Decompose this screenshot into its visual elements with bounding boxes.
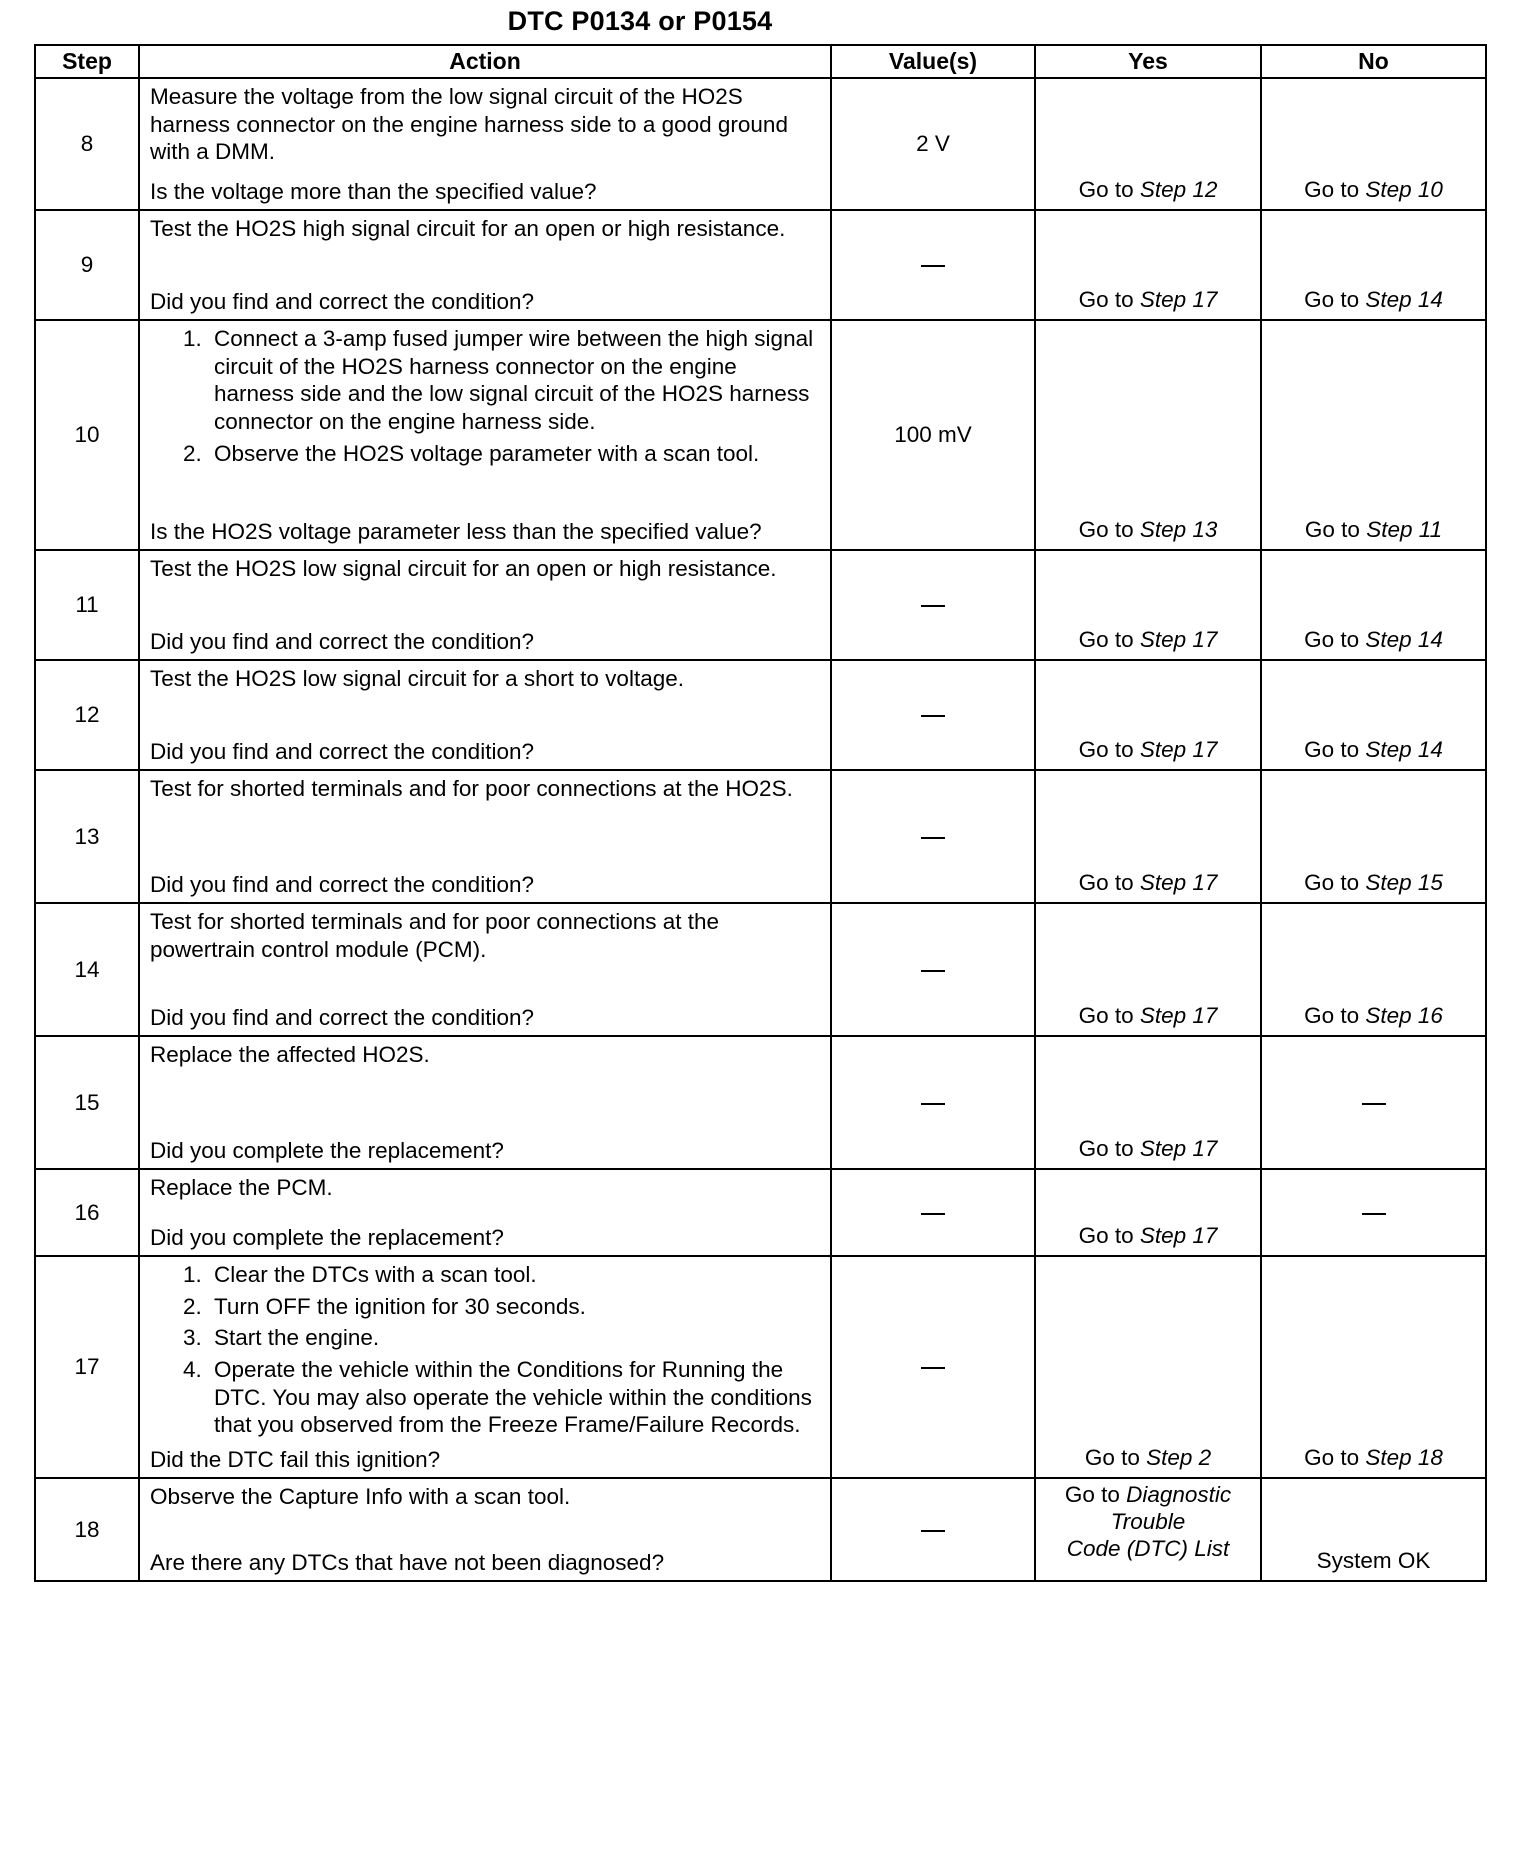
yes-cell [1035,903,1261,1036]
instruction-item: 2. Turn OFF the ignition for 30 seconds. [208,1293,820,1321]
value-text-dash [921,1530,945,1532]
step-number: 11 [35,550,139,660]
goto-target: Step 14 [1365,627,1443,653]
value-cell [831,210,1035,320]
action-question: Did the DTC fail this ignition? [150,1447,441,1473]
goto-target: Step 17 [1139,1003,1218,1029]
instruction-text: Test for shorted terminals and for poor connections at the HO2S. [150,776,793,801]
action-content [140,211,830,319]
action-cell [139,660,831,770]
goto-target: Step 10 [1365,177,1443,203]
goto-text: Go to [1304,1445,1360,1471]
table-row [35,1169,1486,1256]
action-instructions [150,1174,820,1202]
no-cell [1261,1478,1486,1581]
goto-target: Step 14 [1365,737,1443,763]
action-cell [139,1478,831,1581]
value-text-dash [921,605,945,607]
no-text-dash [1362,1103,1386,1105]
yes-cell [1035,1036,1261,1169]
no-action [1304,1003,1443,1028]
action-question: Did you find and correct the condition? [150,629,534,655]
instruction-text: Test the HO2S low signal circuit for a short to voltage. [150,666,684,691]
action-cell [139,1256,831,1478]
instruction-item: 3. Start the engine. [208,1324,820,1352]
goto-target: Trouble [1110,1509,1186,1534]
table-row [35,770,1486,903]
instruction-text: Measure the voltage from the low signal circuit of the HO2S harness connector on the engine harness side to a good ground with a DMM. [150,84,788,165]
action-instructions [150,1041,820,1069]
action-question: Did you complete the replacement? [150,1138,504,1164]
goto-text: Go to [1304,517,1360,543]
step-number: 9 [35,210,139,320]
goto-target: Diagnostic [1126,1482,1232,1507]
table-row [35,550,1486,660]
action-cell [139,210,831,320]
yes-cell [1035,1169,1261,1256]
goto-target: Step 11 [1366,517,1443,543]
header-row [35,45,1486,78]
value-cell [831,903,1035,1036]
action-content [140,321,830,549]
goto-text: Go to [1064,1482,1120,1507]
value-cell [831,1036,1035,1169]
instruction-text: Test the HO2S low signal circuit for an open or high resistance. [150,556,777,581]
action-cell [139,1036,831,1169]
header-no: No [1261,45,1486,78]
header-values: Value(s) [831,45,1035,78]
table-row [35,1478,1486,1581]
table-row [35,660,1486,770]
action-instructions [150,1261,820,1443]
goto-text: Go to [1078,287,1134,313]
instruction-text: Replace the affected HO2S. [150,1042,430,1067]
yes-action [1079,1223,1218,1248]
goto-target: Step 17 [1139,1223,1218,1249]
goto-text: Go to [1078,737,1134,763]
yes-line [1037,1535,1259,1562]
no-action [1304,737,1443,762]
yes-action [1085,1445,1211,1470]
action-question: Did you find and correct the condition? [150,289,534,315]
goto-target: Step 17 [1139,870,1218,896]
no-action [1304,1445,1443,1470]
action-content [140,79,830,209]
action-question: Did you find and correct the condition? [150,739,534,765]
action-content [140,1170,830,1255]
yes-cell [1035,770,1261,903]
value-text-dash [921,715,945,717]
action-question: Did you complete the replacement? [150,1225,504,1251]
yes-cell [1035,1256,1261,1478]
no-cell [1261,1256,1486,1478]
goto-target: Step 13 [1139,517,1218,543]
no-action [1304,870,1443,895]
yes-cell [1035,210,1261,320]
step-number: 13 [35,770,139,903]
table-row [35,903,1486,1036]
action-instructions [150,215,820,243]
instruction-item: 2. Observe the HO2S voltage parameter with a scan tool. [208,440,820,468]
goto-text: Go to [1304,1003,1360,1029]
goto-text: Go to [1078,1003,1134,1029]
goto-target: Step 17 [1139,627,1218,653]
step-number: 12 [35,660,139,770]
table-body [35,78,1486,1581]
goto-text: Go to [1078,177,1134,203]
action-content [140,1257,830,1477]
value-cell [831,660,1035,770]
value-cell [831,1478,1035,1581]
no-text-dash [1362,1213,1386,1215]
value-text-dash [921,1103,945,1105]
action-instructions [150,325,820,471]
yes-action [1079,1136,1218,1161]
instruction-item: 4. Operate the vehicle within the Conditions for Running the DTC. You may also operate the vehicle within the conditions that you observed from the Freeze Frame/Failure Records. [208,1356,820,1439]
goto-target: Code (DTC) List [1066,1536,1230,1561]
action-content [140,904,830,1035]
action-cell [139,78,831,210]
action-question: Is the HO2S voltage parameter less than the specified value? [150,519,762,545]
yes-action [1079,177,1218,202]
yes-cell [1035,78,1261,210]
no-cell [1261,320,1486,550]
table-row [35,78,1486,210]
action-instructions [150,775,820,803]
goto-target: Step 12 [1139,177,1218,203]
action-cell [139,770,831,903]
value-text-dash [921,1213,945,1215]
value-cell [831,1256,1035,1478]
goto-text: Go to [1304,287,1360,313]
header-yes: Yes [1035,45,1261,78]
no-action [1304,287,1443,312]
action-cell [139,1169,831,1256]
action-instructions [150,555,820,583]
yes-line [1037,1508,1259,1535]
action-content [140,661,830,769]
no-cell [1261,1169,1486,1256]
goto-text: Go to [1078,1136,1134,1162]
step-number: 16 [35,1169,139,1256]
goto-text: Go to [1078,517,1134,543]
value-cell [831,78,1035,210]
goto-target: Step 17 [1139,287,1218,313]
table-row [35,210,1486,320]
value-cell [831,320,1035,550]
goto-text: Go to [1304,177,1360,203]
no-cell [1261,210,1486,320]
yes-action [1079,870,1218,895]
action-cell [139,550,831,660]
yes-action [1079,287,1218,312]
action-instructions [150,908,820,963]
goto-target: Step 18 [1365,1445,1443,1471]
step-number: 10 [35,320,139,550]
action-instructions [150,1483,820,1511]
value-cell [831,550,1035,660]
no-cell [1261,550,1486,660]
step-number: 14 [35,903,139,1036]
goto-target: Step 15 [1365,870,1443,896]
table-row [35,1036,1486,1169]
value-text-dash [921,1367,945,1369]
page-title: DTC P0134 or P0154 [507,6,773,36]
step-number: 15 [35,1036,139,1169]
dtc-table [34,44,1487,1582]
value-text: 2 V [916,131,950,157]
table-row [35,1256,1486,1478]
value-cell [831,1169,1035,1256]
goto-target: Step 16 [1365,1003,1443,1029]
action-question: Did you find and correct the condition? [150,872,534,898]
header-action: Action [139,45,831,78]
goto-target: Step 2 [1146,1445,1212,1471]
action-instructions [150,83,820,166]
no-cell [1261,660,1486,770]
yes-cell [1035,550,1261,660]
step-number: 18 [35,1478,139,1581]
instruction-list [150,1261,820,1439]
instruction-text: Replace the PCM. [150,1175,333,1200]
step-number: 17 [35,1256,139,1478]
instruction-text: Observe the Capture Info with a scan tool. [150,1484,571,1509]
goto-text: Go to [1078,870,1134,896]
goto-text: Go to [1304,870,1360,896]
value-text: 100 mV [894,422,972,448]
instruction-text: Test for shorted terminals and for poor connections at the powertrain control module (PCM). [150,909,720,962]
goto-text: Go to [1078,627,1134,653]
yes-action [1079,737,1218,762]
yes-cell [1035,1478,1261,1581]
instruction-text: Test the HO2S high signal circuit for an open or high resistance. [150,216,786,241]
goto-text: Go to [1078,1223,1134,1249]
value-cell [831,770,1035,903]
instruction-item: 1. Connect a 3-amp fused jumper wire between the high signal circuit of the HO2S harness connector on the engine harness side and the low signal circuit of the HO2S harness connector on the engine harness side. [208,325,820,436]
yes-action [1079,627,1218,652]
value-text-dash [921,265,945,267]
step-number: 8 [35,78,139,210]
goto-target: Step 17 [1139,1136,1218,1162]
yes-cell [1035,320,1261,550]
no-action [1304,177,1443,202]
header-step: Step [35,45,139,78]
goto-target: Step 17 [1139,737,1218,763]
goto-text: Go to [1304,627,1360,653]
value-text-dash [921,970,945,972]
yes-line [1037,1481,1259,1508]
no-text: System OK [1316,1548,1431,1574]
table-row [35,320,1486,550]
action-question: Did you find and correct the condition? [150,1005,534,1031]
action-cell [139,320,831,550]
goto-target: Step 14 [1365,287,1443,313]
action-content [140,551,830,659]
action-question: Is the voltage more than the specified value? [150,179,597,205]
action-content [140,771,830,902]
no-cell [1261,1036,1486,1169]
action-cell [139,903,831,1036]
no-cell [1261,903,1486,1036]
action-content [140,1037,830,1168]
value-text-dash [921,837,945,839]
no-cell [1261,770,1486,903]
action-instructions [150,665,820,693]
instruction-list [150,325,820,467]
no-cell [1261,78,1486,210]
goto-text: Go to [1084,1445,1140,1471]
action-content [140,1479,830,1580]
action-question: Are there any DTCs that have not been diagnosed? [150,1550,665,1576]
no-action [1304,627,1443,652]
goto-text: Go to [1304,737,1360,763]
yes-action [1079,1003,1218,1028]
yes-action [1079,517,1218,542]
yes-cell [1035,660,1261,770]
no-action [1305,517,1442,542]
instruction-item: 1. Clear the DTCs with a scan tool. [208,1261,820,1289]
